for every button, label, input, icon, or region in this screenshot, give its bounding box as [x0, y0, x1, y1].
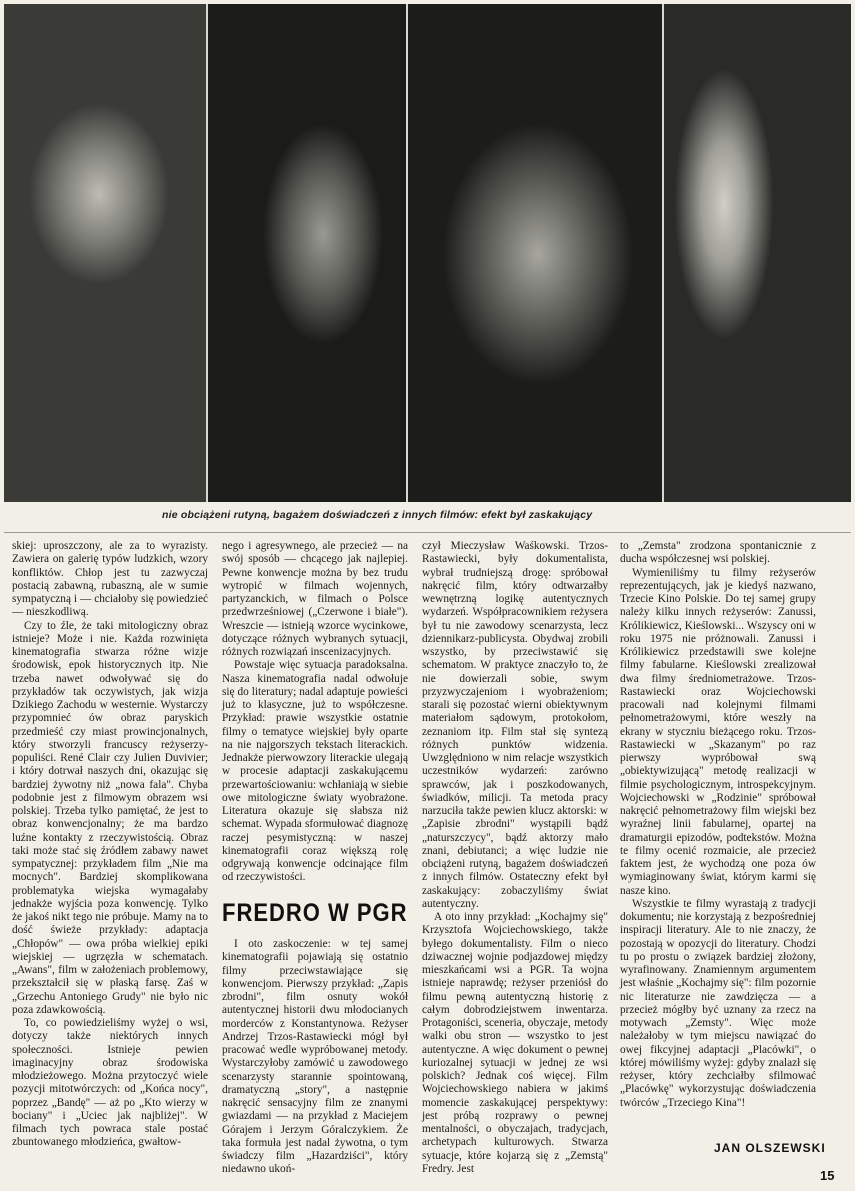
- paragraph: Czy to źle, że taki mitologiczny obraz istnieje? Może i nie. Każda rozwinięta kinematografia stwarza różne wizje środowisk, epok historycznych itp. Nie trzeba nawet odwoływać się do przykładów tak oczywistych, jak wizja Dzikiego Zachodu w westernie. Wystarczy przypomnieć ów obraz paryskich przedmieść czy miast prowincjonalnych, który stworzyli francuscy reżyserzy-populiści. René Clair czy Julien Duvivier; i który dotrwał naszych dni, okazując się bardziej żywotny niż „nowa fala". Chyba podobnie jest z filmowym obrazem wsi polskiej. Trzeba tylko pamiętać, że jest to obraz konwencjonalny; że ma bardzo luźne kontakty z rzeczywistością. Obraz taki może stać się źródłem zabawy nawet sympatycznej: przykładem film „Nie ma mocnych". Bardziej skomplikowana problematyka wiejska wymagałaby jednakże wyjścia poza konwencję. Tylko że jakoś nikt tego nie próbuje. Mamy na to dość świeże przykłady: adaptacja „Chłopów" — owa próba wielkiej epiki wiejskiej — ugrzęzła w schematach. „Awans", film w założeniach problemowy, przekształcił się w płaską farsę. Zaś w „Grzechu Antoniego Grudy" nie było nic poza zdawkowością.: [12, 619, 208, 1016]
- paragraph: skiej: uproszczony, ale za to wyrazisty. Zawiera on galerię typów ludzkich, wzory konfliktów. Chłop jest tu zazwyczaj postacią zabawną, rubaszną, ale w sumie sympatyczną i — chciałoby się powiedzieć — nieszkodliwą.: [12, 540, 208, 619]
- portrait-photo-2: [206, 4, 407, 502]
- paragraph: I oto zaskoczenie: w tej samej kinematografii pojawiają się ostatnio filmy przeciwstawiające się konwencjom. Pierwszy przykład: „Zapis zbrodni", film osnuty wokół autentycznej historii dwu młodocianych morderców z Konstantynowa. Reżyser Andrzej Trzos-Rastawiecki mógł był pracować wedle wypróbowanej metody. Wystarczyłoby zamówić u zawodowego scenarzysty starannie spointowaną, dramatyczną „story", a następnie nakręcić sensacyjny film ze znanymi gwiazdami — na przykład z Maciejem Górajem i Jerzym Góralczykiem. Że taka formuła jest nadal żywotna, o tym świadczy film „Hazardziści", który niedawno ukoń-: [222, 938, 408, 1176]
- article-column-2: [222, 540, 408, 885]
- page-number: 15: [820, 1168, 835, 1183]
- paragraph: A oto inny przykład: „Kochajmy się" Krzysztofa Wojciechowskiego, także byłego dokumentalisty. Film o nieco dziwacznej wojnie podjazdowej między mieszkańcami wsi a PGR. Ta wojna istnieje naprawdę; reżyser przeniósł do filmu pewną autentyczną historię z całym dobrodziejstwem inwentarza. Protagoniści, sceneria, obyczaje, metody walki obu stron — wszystko to jest autentyczne. A więc dokument o pewnej kuriozalnej sytuacji w jednej ze wsi polskich? Jednak coś więcej. Film Wojciechowskiego nabiera w jakimś momencie zaskakującej perspektywy: jest próbą rozprawy o pewnej mentalności, o obyczajach, tradycjach, archetypach kulturowych. Stwarza sytuacje, które kojarzą się z „Zemstą" Fredry. Jest: [422, 911, 608, 1175]
- paragraph: Wszystkie te filmy wyrastają z tradycji dokumentu; nie korzystają z bezpośredniej inspiracji literatury. Ale to nie znaczy, że pozostają w opozycji do literatury. Chodzi tu po prostu o związek bardziej złożony, wyrafinowany. Znamiennym argumentem jest właśnie „Kochajmy się": film pozornie nic literaturze nie zawdzięcza — a przecież mógłby być uznany za rzecz na motywach „Zemsty". Więc może należałoby w tym miejscu nawiązać do owej fikcyjnej adaptacji „Placówki", o której mówiliśmy wyżej: gdyby znalazł się reżyser, który zechciałby sfilmować „Placówkę" wykorzystując doświadczenia twórców „Trzeciego Kina"!: [620, 897, 816, 1109]
- photo-caption: [4, 502, 851, 533]
- paragraph: czył Mieczysław Waśkowski. Trzos-Rastawiecki, były dokumentalista, wybrał trudniejszą drogę: spróbował nakręcić film, który odtwarzałby wewnętrzną logikę autentycznych wydarzeń. Współpracownikiem reżysera był tu nie zawodowy scenarzysta, lecz dziennikarz-publicysta. Obydwaj zrobili wszystko, by przeciwstawić się schematom. W praktyce znaczyło to, że nie dowierzali sobie, swym przyzwyczajeniom i wyobrażeniom; starali się pozostać wierni obiektywnym materiałom sądowym, protokołom, zeznaniom itp. Film stał się syntezą różnych punktów widzenia. Uwzględniono w nim relacje wszystkich uczestników wydarzeń: zarówno sprawców, jak i poszkodowanych, świadków, milicji. Ta metoda pracy narzuciła także pewien klucz aktorski: w „Zapisie zbrodni" wystąpili bądź „naturszczycy", bądź aktorzy mało znani, debiutanci; a więc ludzie nie obciążeni rutyną, bagażem doświadczeń z innych filmów. Ostateczny efekt był zaskakujący: zobaczyliśmy świat autentyczny.: [422, 540, 608, 910]
- paragraph: To, co powiedzieliśmy wyżej o wsi, dotyczy także niektórych innych społeczności. Istnieje pewien imaginacyjny obraz środowiska młodzieżowego. Można przytoczyć wiele pozycji mitotwórczych: od „Końca nocy", poprzez „Bandę" — aż po „Kto wierzy w bociany" i „Uciec jak najbliżej". W filmach tych powraca stale postać zbuntowanego młodzieńca, gwałtow-: [12, 1017, 208, 1149]
- article-column-4: [620, 540, 816, 1110]
- paragraph: nego i agresywnego, ale przecież — na swój sposób — chcącego jak najlepiej. Pewne konwencje można by bez trudu wytropić w filmach wojennych, partyzanckich, w filmach o Polsce przedwrześniowej („Czerwone i białe"). Wreszcie — istnieją wzorce wycinkowe, dotyczące różnych wybranych sytuacji, różnych rozwiązań inscenizacyjnych.: [222, 540, 408, 658]
- paragraph: to „Zemsta" zrodzona spontanicznie z ducha współczesnej wsi polskiej.: [620, 540, 816, 566]
- author-name: JAN OLSZEWSKI: [714, 1141, 826, 1155]
- section-heading: FREDRO W PGR: [222, 898, 408, 927]
- article-column-2-continued: [222, 938, 408, 1177]
- photo-strip: [4, 4, 851, 502]
- article-column-3: [422, 540, 608, 1176]
- caption-text: nie obciążeni rutyną, bagażem doświadczeń z innych filmów: efekt był zaskakujący: [162, 509, 593, 521]
- portrait-photo-1: [4, 4, 206, 502]
- paragraph: Wymieniliśmy tu filmy reżyserów reprezentujących, jak je kiedyś nazwano, Trzecie Kino Polskie. Do tej samej grupy należy kilku innych reżyserów: Zanussi, Królikiewicz, Kieślowski... Wszyscy oni w roku 1975 nie próżnowali. Zanussi i Królikiewicz przedstawili swe kolejne filmy fabularne. Kieślowski zrealizował dwa filmy średniometrażowe. Trzos-Rastawiecki oraz Wojciechowski pracowali nad kolejnymi filmami pełnometrażowymi, które weszły na ekrany w styczniu bieżącego roku. Trzos-Rastawiecki w „Skazanym" po raz pierwszy wypróbował swą „obiektywizującą" metodę realizacji w filmie psychologicznym, introspekcyjnym. Wojciechowski w „Rodzinie" spróbował nakręcić pełnometrażowy film wiejski bez wyraźnej linii fabularnej, opartej na dramaturgii epizodów, podtekstów. Można te filmy ocenić rozmaicie, ale przecież faktem jest, że wychodzą one poza ów wymiaginowany świat, którym karmi się nasze kino.: [620, 566, 816, 897]
- article-column-1: [12, 540, 208, 1150]
- portrait-photo-4: [662, 4, 851, 502]
- paragraph: Powstaje więc sytuacja paradoksalna. Nasza kinematografia nadal odwołuje się do literatury; nadal adaptuje powieści już to klasyczne, już to współczesne. Przykład: prawie wszystkie ostatnie filmy o tematyce wiejskiej były oparte na nie najgorszych tekstach literackich. Jednakże pierwowzory literackie ulegają w procesie adaptacji zaskakującemu przewartościowaniu: wchłaniają w siebie owe mitologiczne światy wyobrażone. Literatura okazuje się słabsza niż schemat. Wypada sformułować diagnozę raczej pesymistyczną: w naszej kinematografii coraz większą rolę odgrywają konwencje odcinające film od rzeczywistości.: [222, 659, 409, 884]
- portrait-photo-3: [406, 4, 662, 502]
